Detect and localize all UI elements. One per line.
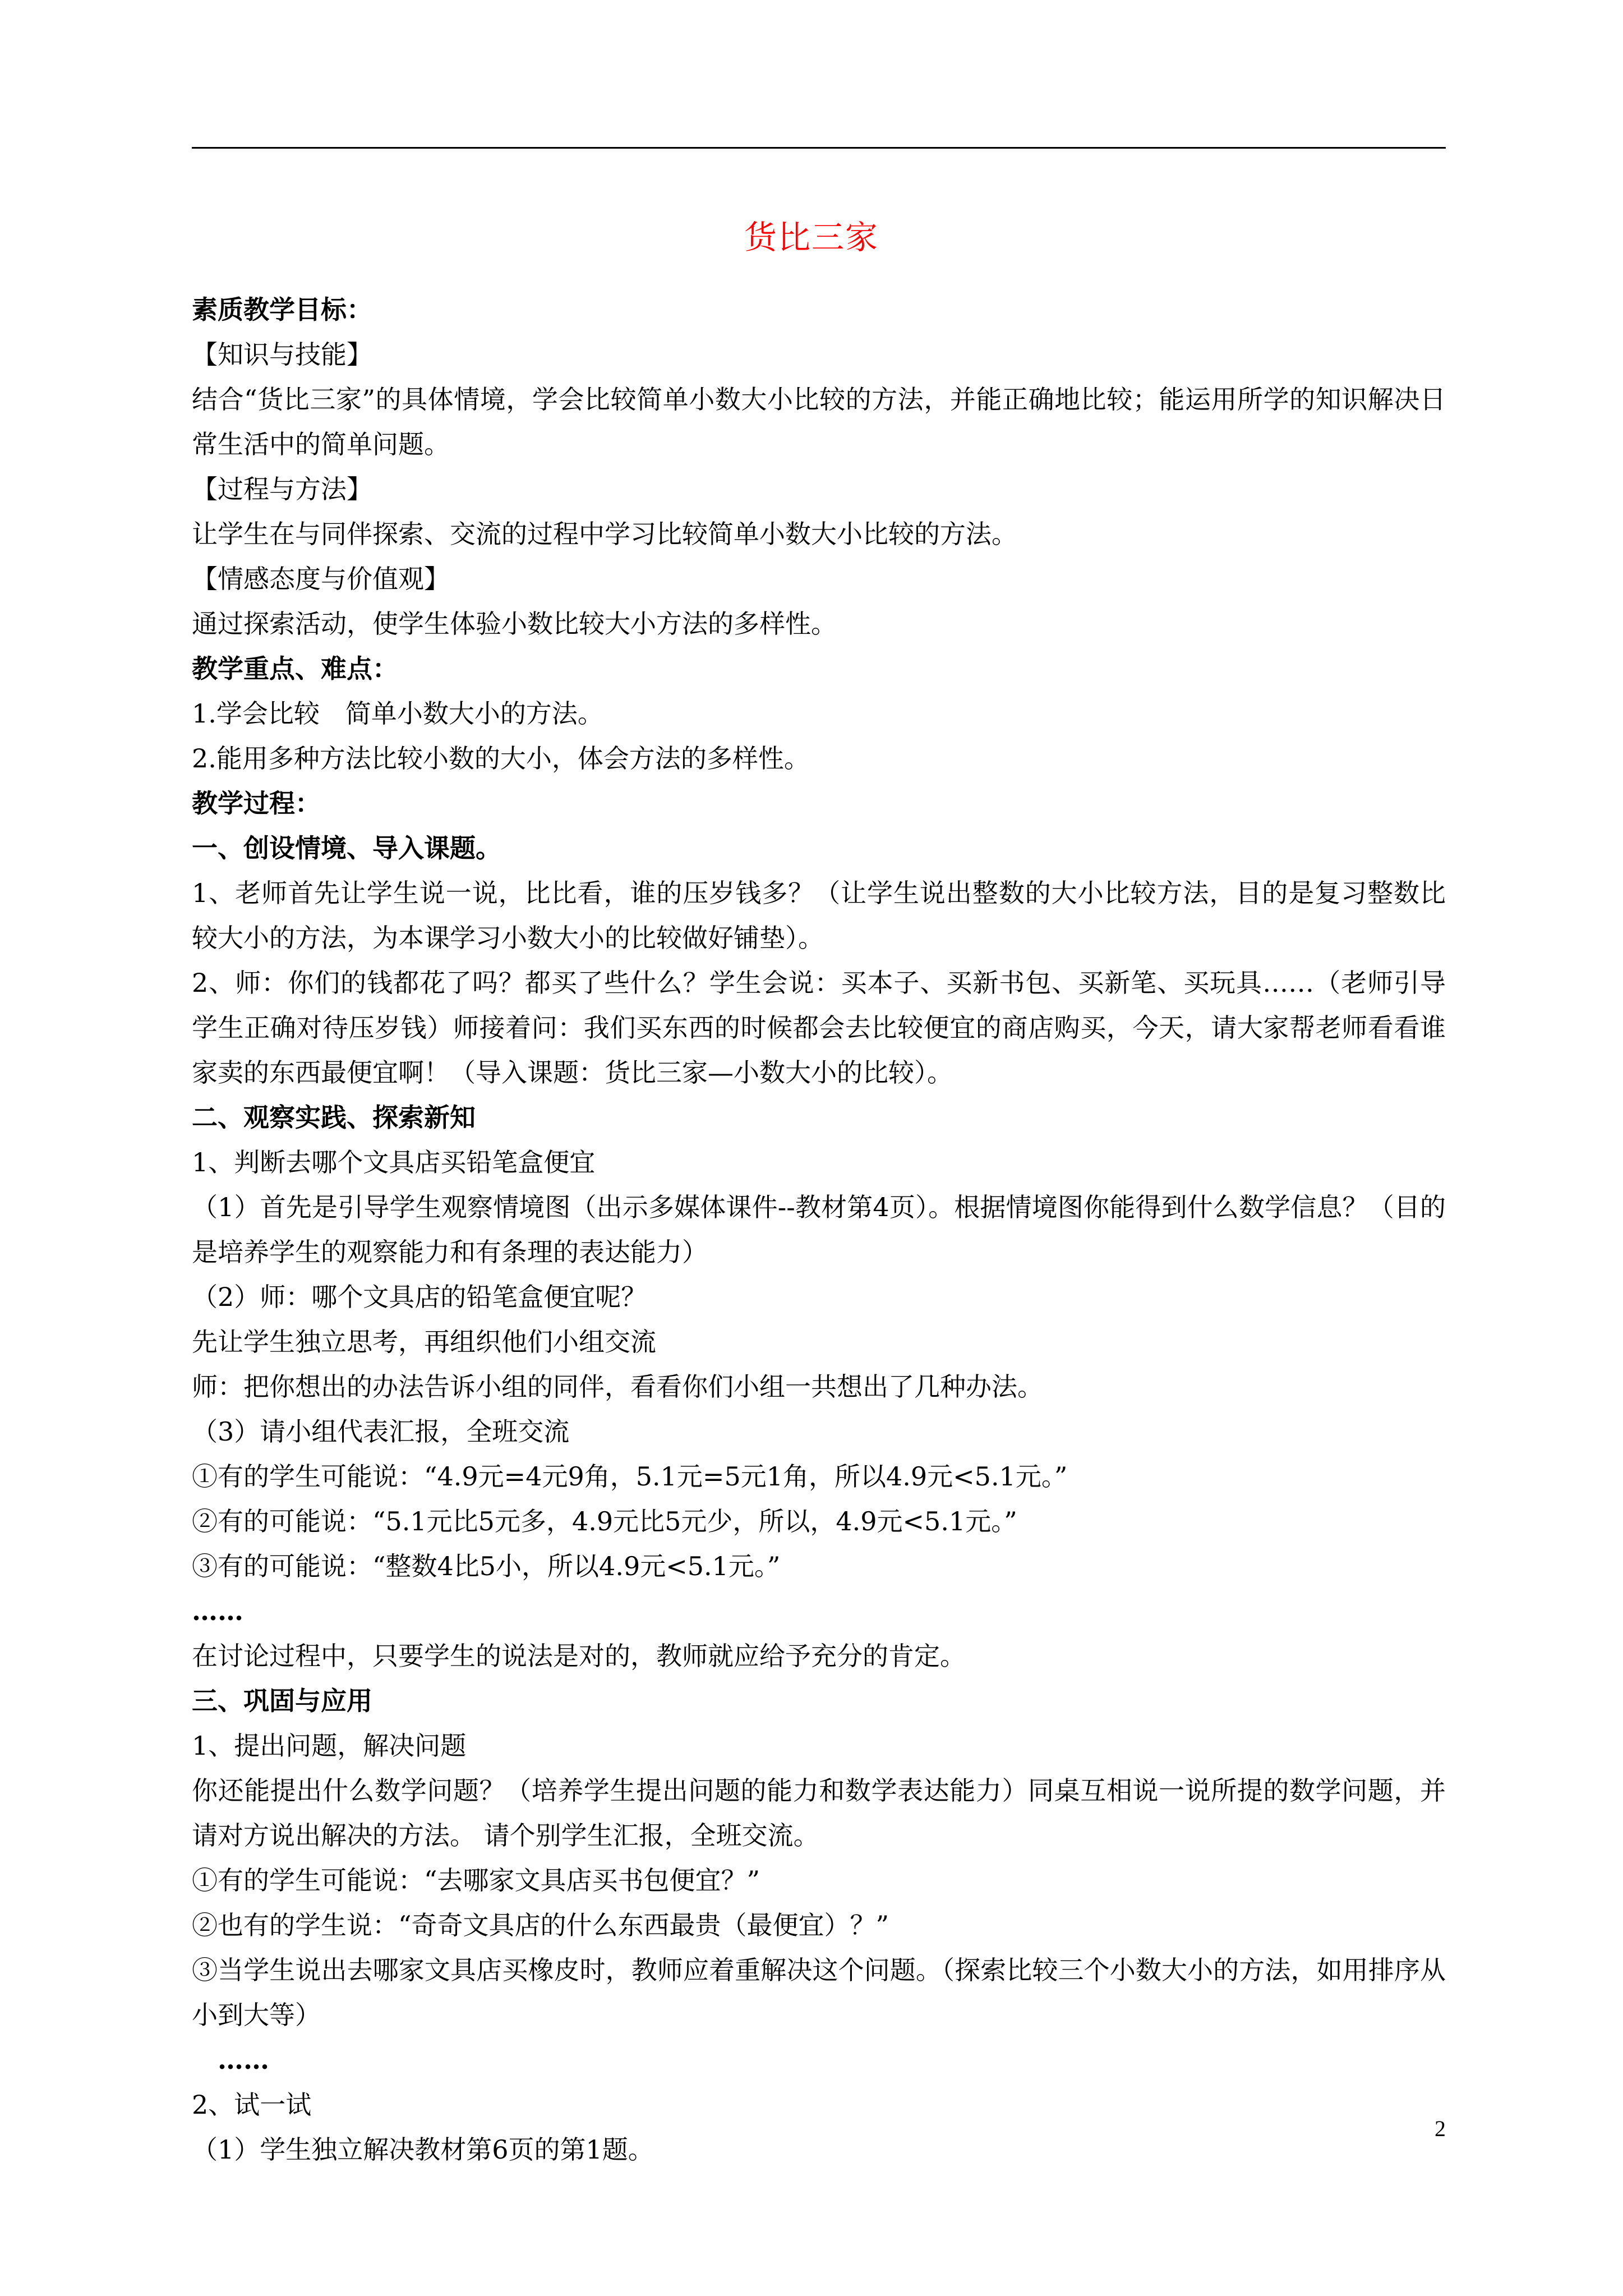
body-paragraph: 2、师：你们的钱都花了吗？都买了些什么？学生会说：买本子、买新书包、买新笔、买玩具……（老师引导学生正确对待压岁钱）师接着问：我们买东西的时候都会去比较便宜的商店购买，今天，请大家帮老师看看谁家卖的东西最便宜啊！（导入课题：货比三家—小数大小的比较）。 bbox=[192, 968, 1446, 1088]
page-title: 货比三家 bbox=[744, 218, 879, 256]
section-heading: …… bbox=[192, 2045, 269, 2075]
document-body bbox=[192, 287, 1446, 2172]
section-heading: …… bbox=[192, 1596, 243, 1626]
body-paragraph: ③有的可能说：“整数4比5小，所以4.9元<5.1元。” bbox=[192, 1551, 781, 1581]
body-paragraph: 【过程与方法】 bbox=[192, 474, 372, 504]
body-paragraph: 【情感态度与价值观】 bbox=[192, 564, 450, 594]
body-paragraph: 让学生在与同伴探索、交流的过程中学习比较简单小数大小比较的方法。 bbox=[192, 519, 1017, 549]
section-heading: 教学过程： bbox=[192, 788, 321, 818]
body-paragraph: ①有的学生可能说：“4.9元=4元9角，5.1元=5元1角，所以4.9元<5.1元。” bbox=[192, 1461, 1068, 1492]
body-paragraph: ③当学生说出去哪家文具店买橡皮时，教师应着重解决这个问题。（探索比较三个小数大小的方法，如用排序从小到大等） bbox=[192, 1955, 1446, 2030]
section-heading: 素质教学目标： bbox=[192, 295, 372, 325]
section-heading: 二、观察实践、探索新知 bbox=[192, 1102, 476, 1133]
body-paragraph: ②有的可能说：“5.1元比5元多，4.9元比5元少，所以，4.9元<5.1元。” bbox=[192, 1506, 1017, 1536]
section-heading: 教学重点、难点： bbox=[192, 654, 398, 684]
body-paragraph: 你还能提出什么数学问题？（培养学生提出问题的能力和数学表达能力）同桌互相说一说所提的数学问题，并请对方说出解决的方法。 请个别学生汇报，全班交流。 bbox=[192, 1775, 1446, 1851]
body-paragraph: 1、老师首先让学生说一说，比比看，谁的压岁钱多？（让学生说出整数的大小比较方法，目的是复习整数比较大小的方法，为本课学习小数大小的比较做好铺垫）。 bbox=[192, 878, 1446, 953]
body-paragraph: （1）首先是引导学生观察情境图（出示多媒体课件--教材第4页）。根据情境图你能得到什么数学信息？（目的是培养学生的观察能力和有条理的表达能力） bbox=[192, 1192, 1446, 1267]
body-paragraph: 1、判断去哪个文具店买铅笔盒便宜 bbox=[192, 1147, 596, 1177]
body-paragraph: 在讨论过程中，只要学生的说法是对的，教师就应给予充分的肯定。 bbox=[192, 1641, 966, 1671]
body-paragraph: 通过探索活动，使学生体验小数比较大小方法的多样性。 bbox=[192, 609, 837, 639]
body-paragraph: 【知识与技能】 bbox=[192, 339, 372, 370]
body-paragraph: 1.学会比较 简单小数大小的方法。 bbox=[192, 698, 603, 729]
header-rule bbox=[192, 147, 1446, 149]
body-paragraph: 2.能用多种方法比较小数的大小，体会方法的多样性。 bbox=[192, 743, 810, 774]
body-paragraph: （3）请小组代表汇报，全班交流 bbox=[192, 1416, 570, 1447]
section-heading: 一、创设情境、导入课题。 bbox=[192, 833, 501, 863]
page-number: 2 bbox=[1435, 2116, 1446, 2141]
body-paragraph: 1、提出问题，解决问题 bbox=[192, 1731, 467, 1761]
body-paragraph: 师：把你想出的办法告诉小组的同伴，看看你们小组一共想出了几种办法。 bbox=[192, 1372, 1043, 1402]
body-paragraph: 先让学生独立思考，再组织他们小组交流 bbox=[192, 1327, 656, 1357]
body-paragraph: 2、试一试 bbox=[192, 2090, 312, 2120]
body-paragraph: （2）师：哪个文具店的铅笔盒便宜呢？ bbox=[192, 1282, 647, 1312]
body-paragraph: ①有的学生可能说：“去哪家文具店买书包便宜？” bbox=[192, 1865, 760, 1895]
body-paragraph: ②也有的学生说：“奇奇文具店的什么东西最贵（最便宜）？” bbox=[192, 1910, 889, 1940]
section-heading: 三、巩固与应用 bbox=[192, 1686, 372, 1716]
body-paragraph: （1）学生独立解决教材第6页的第1题。 bbox=[192, 2134, 654, 2165]
body-paragraph: 结合“货比三家”的具体情境，学会比较简单小数大小比较的方法，并能正确地比较；能运用所学的知识解决日常生活中的简单问题。 bbox=[192, 384, 1446, 459]
